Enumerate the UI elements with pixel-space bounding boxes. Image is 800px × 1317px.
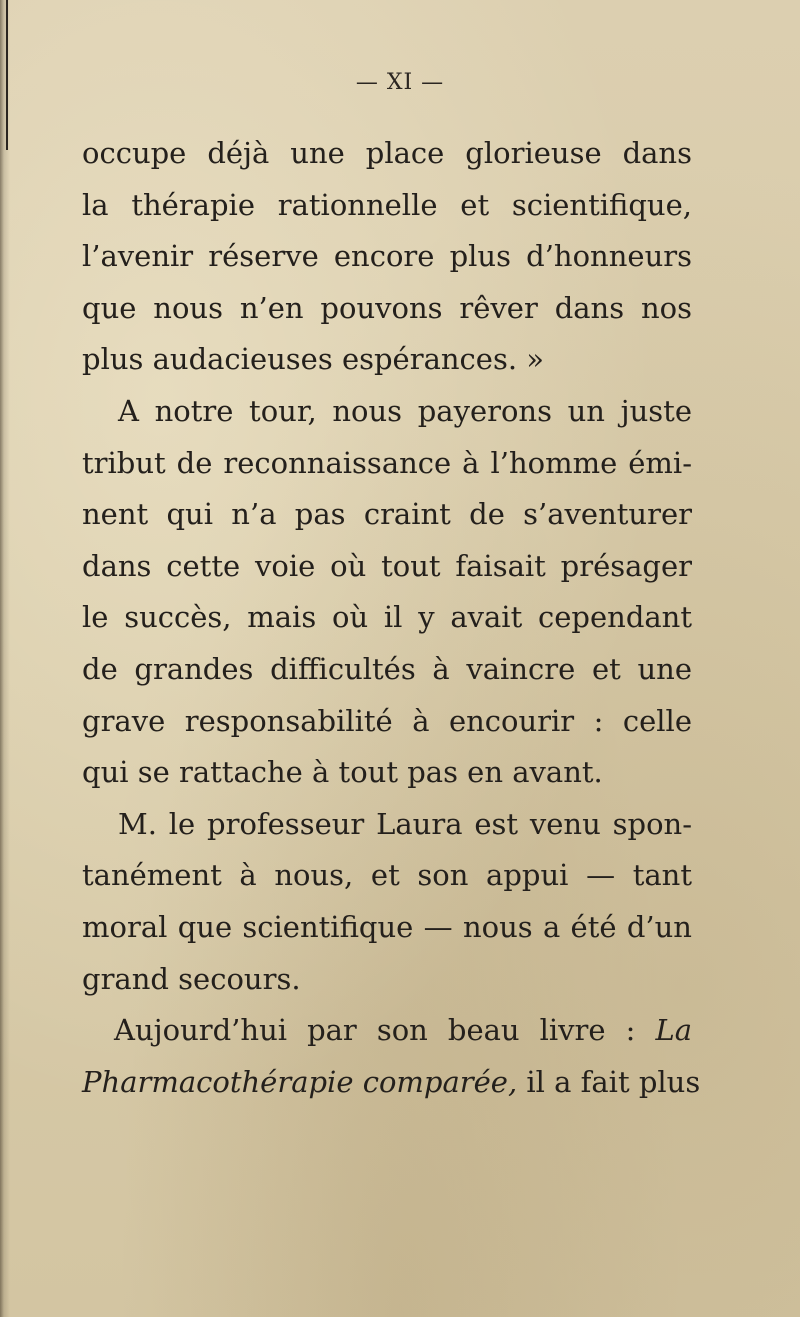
text-line-9: dans cette voie où tout faisait présager [82,548,692,583]
book-title-part2: Pharmacothérapie comparée, [82,1064,518,1099]
page-edge-shadow [0,0,10,1317]
text-line-10: le succès, mais où il y avait cependant [82,600,692,635]
text-line-3: l’avenir réserve encore plus d’honneurs [82,239,692,274]
text-line-5: plus audacieuses espérances. » [82,342,545,377]
text-line-16: moral que scientifique — nous a été d’un [82,909,692,944]
text-line-17: grand secours. [82,961,301,996]
text-line-1: occupe déjà une place glorieuse dans [82,136,692,170]
text-line-2: la thérapie rationnelle et scientifique, [82,187,692,222]
text-line-13: qui se rattache à tout pas en avant. [82,755,603,790]
text-line-8: nent qui n’a pas craint de s’aventurer [82,497,692,532]
text-line-12: grave responsabilité à encourir : celle [82,703,692,738]
text-line-19-tail: il a fait plus [526,1064,701,1099]
text-line-18 [82,1005,692,1057]
text-line-7: tribut de reconnaissance à l’homme émi- [82,445,692,480]
book-title-part1: La [655,1013,692,1048]
text-line-18-start: Aujourd’hui par son beau livre : [114,1013,636,1048]
text-line-14: M. le professeur Laura est venu spon- [118,806,692,841]
text-line-15: tanément à nous, et son appui — tant [82,858,692,893]
text-line-6: A notre tour, nous payerons un juste [118,393,692,428]
text-line-4: que nous n’en pouvons rêver dans nos [82,290,692,325]
body-text [82,128,701,1108]
text-line-11: de grandes difficultés à vaincre et une [82,651,692,686]
text-line-19 [82,1057,701,1109]
page-number-header: — XI — [355,70,445,95]
